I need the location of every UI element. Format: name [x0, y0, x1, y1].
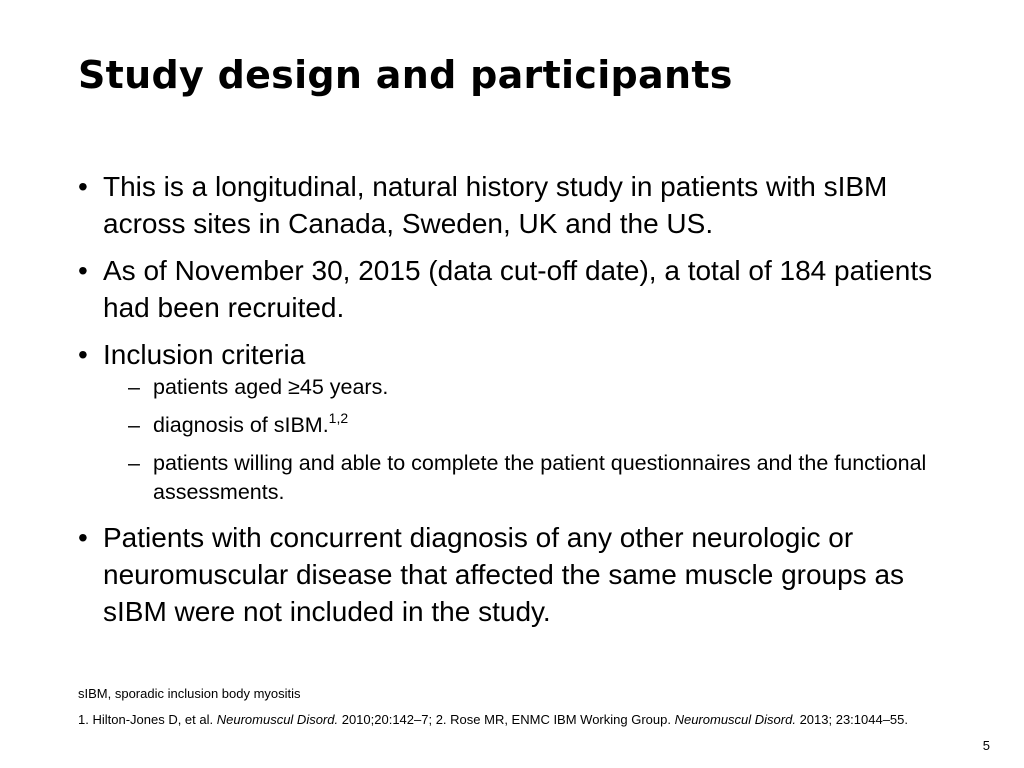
citation-superscript: 1,2: [328, 410, 349, 426]
inclusion-criteria-list: [103, 373, 968, 507]
slide-title: Study design and participants: [78, 53, 733, 97]
abbreviation-footnote: sIBM, sporadic inclusion body myositis: [78, 686, 301, 701]
bullet-exclusion: • Patients with concurrent diagnosis of any other neurologic or neuromuscular disease that affected the same muscle groups as sIBM were not included in the study.: [78, 519, 968, 630]
ref1-suffix: 2010;20:142–7; 2. Rose MR, ENMC IBM Working Group.: [338, 712, 675, 727]
criterion-diagnosis: [103, 411, 968, 440]
references-footnote: [78, 712, 938, 728]
ref2-suffix: 2013; 23:1044–55.: [795, 712, 909, 727]
ref2-journal: Neuromuscul Disord.: [674, 712, 796, 727]
ref1-prefix: 1. Hilton-Jones D, et al.: [78, 712, 217, 727]
criterion-diagnosis-text: diagnosis of sIBM.: [153, 413, 329, 437]
bullet-list: [78, 168, 968, 640]
bullet-study-type: • This is a longitudinal, natural history study in patients with sIBM across sites in Canada, Sweden, UK and the US.: [78, 168, 968, 242]
bullet-recruitment: • As of November 30, 2015 (data cut-off date), a total of 184 patients had been recruited.: [78, 252, 968, 326]
bullet-inclusion-criteria: [78, 336, 968, 507]
inclusion-criteria-heading: Inclusion criteria: [103, 339, 306, 370]
page-number: 5: [982, 738, 990, 753]
criterion-age: – patients aged ≥45 years.: [103, 373, 968, 402]
criterion-willingness: – patients willing and able to complete the patient questionnaires and the functional assessments.: [103, 449, 968, 507]
ref1-journal: Neuromuscul Disord.: [216, 712, 339, 727]
